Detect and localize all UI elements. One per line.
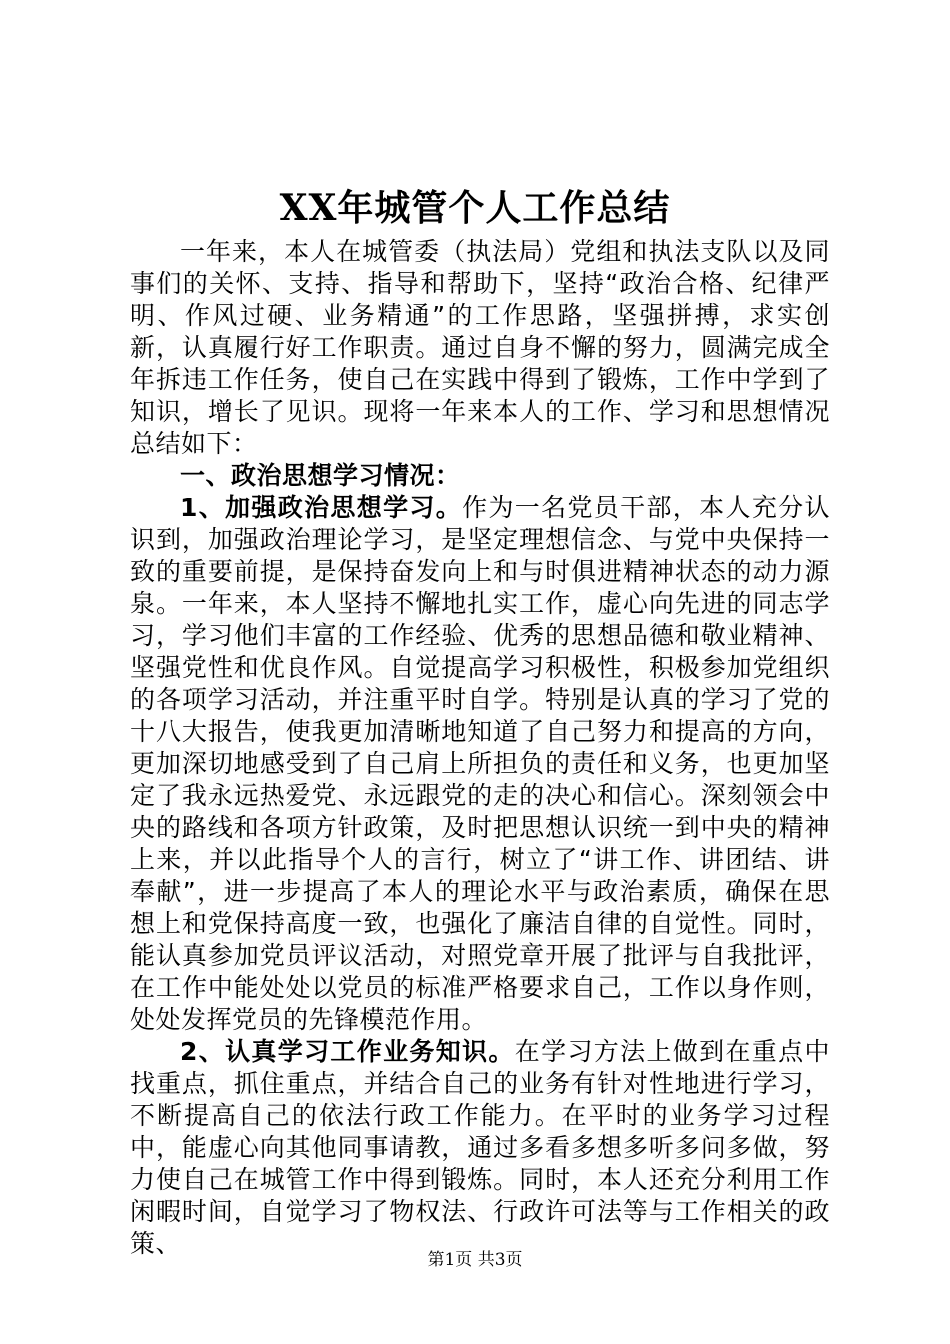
item-1-text: 作为一名党员干部，本人充分认识到，加强政治理论学习，是坚定理想信念、与党中央保持一致的重要前提，是保持奋发向上和与时俱进精神状态的动力源泉。一年来，本人坚持不懈地扎实工作，虚心向先进的同志学习，学习他们丰富的工作经验、优秀的思想品德和敬业精神、坚强党性和优良作风。自觉提高学习积极性，积极参加党组织的各项学习活动，并注重平时自学。特别是认真的学习了党的十八大报告，使我更加清晰地知道了自己努力和提高的方向，更加深切地感受到了自己肩上所担负的责任和义务，也更加坚定了我永远热爱党、永远跟党的走的决心和信心。深刻领会中央的路线和各项方针政策，及时把思想认识统一到中央的精神上来，并以此指导个人的言行，树立了“讲工作、讲团结、讲奉献”，进一步提高了本人的理论水平与政治素质，确保在思想上和党保持高度一致，也强化了廉洁自律的自觉性。同时，能认真参加党员评议活动，对照党章开展了批评与自我批评，在工作中能处处以党员的标准严格要求自己，工作以身作则，处处发挥党员的先锋模范作用。: [130, 493, 830, 1034]
item-1-paragraph: [130, 492, 830, 1036]
document-body: [130, 236, 830, 1260]
item-1-lead: 1、加强政治思想学习。: [180, 493, 463, 522]
page-number-footer: 第1页 共3页: [427, 1250, 523, 1270]
item-2-lead: 2、认真学习工作业务知识。: [180, 1037, 515, 1066]
intro-paragraph: 一年来，本人在城管委（执法局）党组和执法支队以及同事们的关怀、支持、指导和帮助下，坚持“政治合格、纪律严明、作风过硬、业务精通”的工作思路，坚强拼搏，求实创新，认真履行好工作职责。通过自身不懈的努力，圆满完成全年拆违工作任务，使自己在实践中得到了锻炼，工作中学到了知识，增长了见识。现将一年来本人的工作、学习和思想情况总结如下：: [130, 237, 830, 458]
item-2-text: 在学习方法上做到在重点中找重点，抓住重点，并结合自己的业务有针对性地进行学习，不断提高自己的依法行政工作能力。在平时的业务学习过程中，能虚心向其他同事请教，通过多看多想多听多问多做，努力使自己在城管工作中得到锻炼。同时，本人还充分利用工作闲暇时间，自觉学习了物权法、行政许可法等与工作相关的政策、: [130, 1037, 830, 1258]
item-2-paragraph: [130, 1036, 830, 1260]
section-heading: 一、政治思想学习情况：: [180, 461, 461, 490]
document-title: XX年城管个人工作总结: [279, 187, 671, 229]
